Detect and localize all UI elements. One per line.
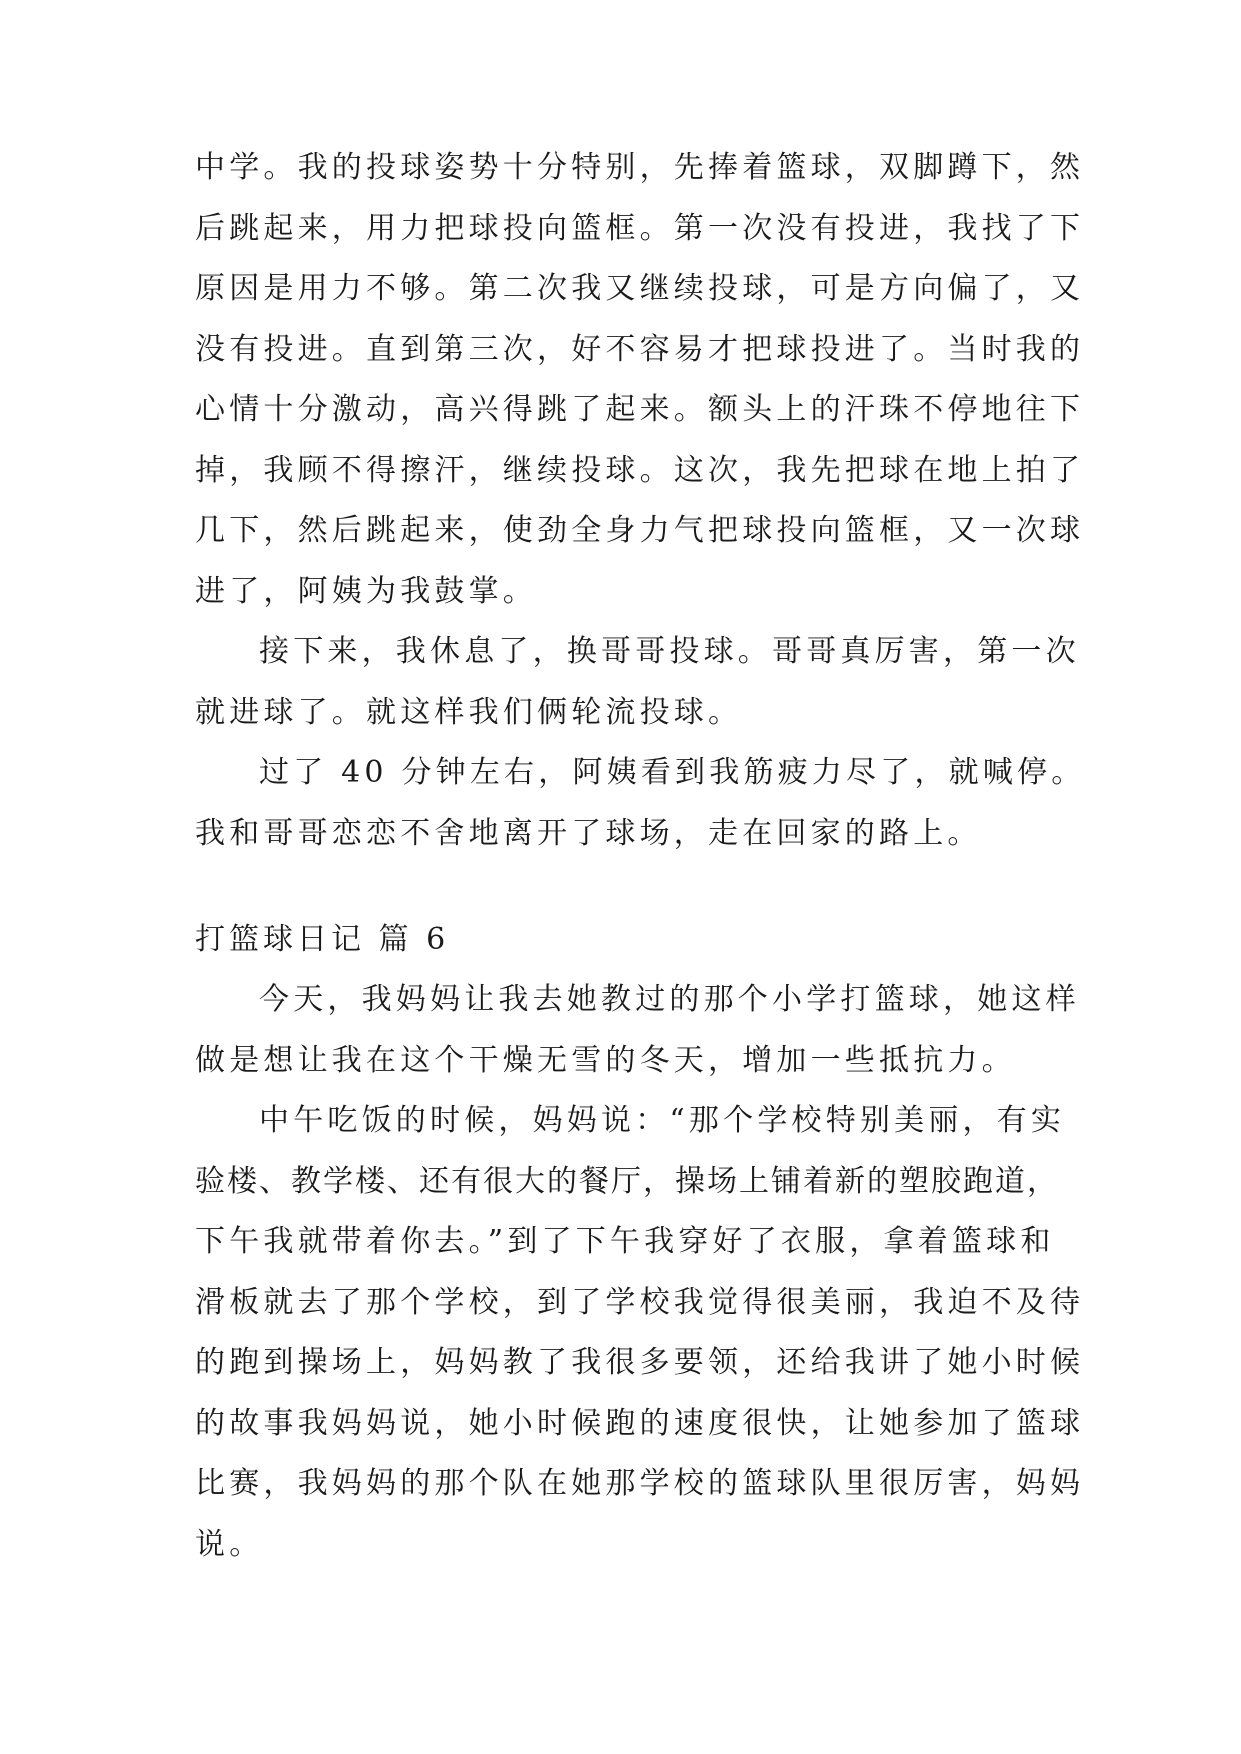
paragraph-going-home (195, 743, 1086, 864)
text-line: 比赛，我妈妈的那个队在她那学校的篮球队里很厉害，妈妈 (195, 1466, 1085, 1501)
text-line: 接下来，我休息了，换哥哥投球。哥哥真厉害，第一次 (259, 634, 1080, 669)
text-line: 我和哥哥恋恋不舍地离开了球场，走在回家的路上。 (195, 815, 982, 851)
text-line: 的跑到操场上，妈妈教了我很多要领，还给我讲了她小时候 (195, 1345, 1085, 1380)
text-line: 后跳起来，用力把球投向篮框。第一次没有投进，我找了下 (195, 210, 1085, 246)
text-line: 说。 (195, 1526, 264, 1562)
text-line: 原因是用力不够。第二次我又继续投球，可是方向偏了，又 (195, 271, 1085, 306)
text-line: 滑板就去了那个学校，到了学校我觉得很美丽，我迫不及待 (195, 1284, 1085, 1320)
text-line: 中学。我的投球姿势十分特别，先捧着篮球，双脚蹲下，然 (195, 150, 1085, 185)
text-line: 中午吃饭的时候，妈妈说：“那个学校特别美丽，有实 (259, 1103, 1066, 1138)
text-line: 就进球了。就这样我们俩轮流投球。 (195, 694, 743, 730)
text-line: 进了，阿姨为我鼓掌。 (195, 573, 537, 609)
body-text-top (195, 138, 1086, 864)
text-line: 下午我就带着你去。”到了下午我穿好了衣服，拿着篮球和 (195, 1224, 1055, 1259)
paragraph-rest-and-brother (195, 622, 1080, 743)
section-heading: 打篮球日记 篇 6 (195, 922, 450, 957)
text-line: 的故事我妈妈说，她小时候跑的速度很快，让她参加了篮球 (195, 1405, 1085, 1441)
text-line: 几下，然后跳起来，使劲全身力气把球投向篮框，又一次球 (195, 513, 1085, 548)
body-text-section-6 (195, 970, 1085, 1575)
text-line: 没有投进。直到第三次，好不容易才把球投进了。当时我的 (195, 331, 1085, 367)
section-6-paragraph-1 (195, 970, 1080, 1091)
text-line: 心情十分激动，高兴得跳了起来。额头上的汗珠不停地往下 (195, 392, 1085, 427)
section-6-paragraph-2 (195, 1091, 1085, 1575)
text-line: 过了 40 分钟左右，阿姨看到我筋疲力尽了，就喊停。 (259, 755, 1086, 790)
text-line: 做是想让我在这个干燥无雪的冬天，增加一些抵抗力。 (195, 1042, 1016, 1078)
text-line: 验楼、教学楼、还有很大的餐厅，操场上铺着新的塑胶跑道， (195, 1163, 1059, 1199)
continuation-paragraph (195, 138, 1085, 622)
text-line: 今天，我妈妈让我去她教过的那个小学打篮球，她这样 (259, 982, 1080, 1017)
text-line: 掉，我顾不得擦汗，继续投球。这次，我先把球在地上拍了 (195, 452, 1085, 488)
